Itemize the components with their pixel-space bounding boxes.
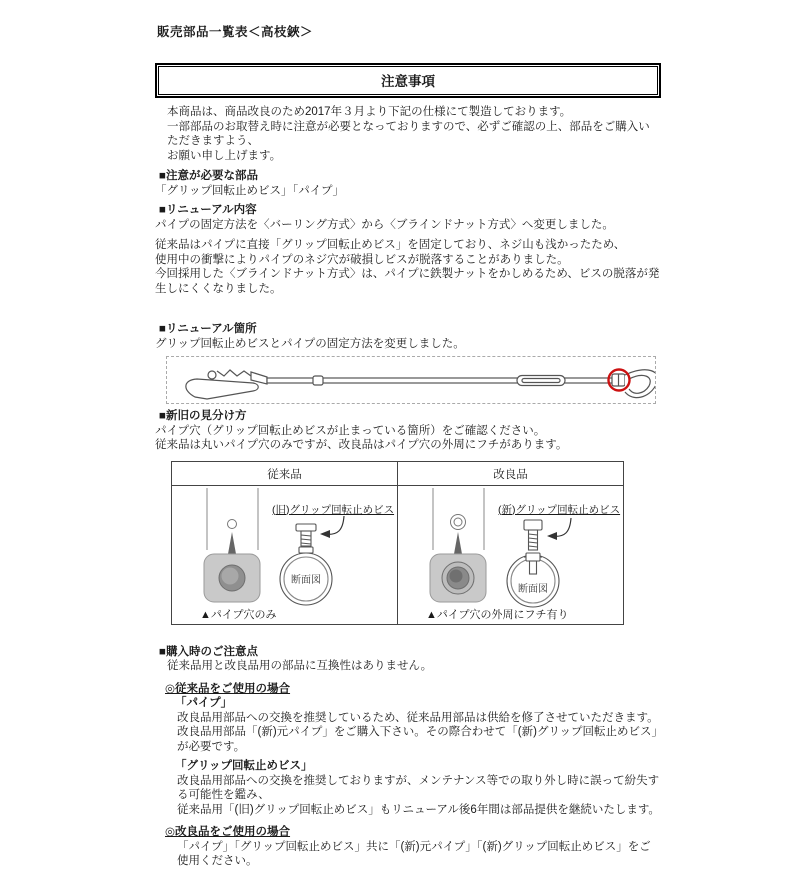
text-line: 従来品は丸いパイプ穴のみですが、改良品はパイプ穴の外周にフチがあります。: [155, 439, 568, 451]
pointer-spike: [228, 532, 236, 554]
comparison-table: [171, 461, 624, 625]
text-line: 改良品用部品「(新)元パイプ」をご購入下さい。その際合わせて「(新)グリップ回転止めビス」が必要です。: [177, 726, 658, 753]
section-heading: ◎従来品をご使用の場合: [165, 682, 291, 695]
section-purchase-caution: [155, 645, 661, 674]
column-header-old: 従来品: [267, 468, 302, 481]
notice-header-title: 注意事項: [158, 66, 658, 95]
intro-paragraph: [155, 105, 661, 163]
text-line: 改良品用部品への交換を推奨しているため、従来品用部品は供給を修了させていただきます。: [177, 711, 659, 724]
pruner-diagram-illustration: [167, 357, 655, 403]
new-caption: ▲パイプ穴の外周にフチ有り: [426, 608, 569, 621]
text-line: お願い申し上げます。: [167, 149, 282, 162]
pruner-pole: [267, 376, 613, 386]
document-page: [155, 22, 661, 869]
cross-section-label: 断面図: [518, 583, 548, 595]
pointer-spike: [454, 532, 462, 554]
notice-header-box: [155, 63, 661, 98]
section-improved-case: [155, 825, 661, 869]
section-heading: ■注意が必要な部品: [159, 170, 258, 182]
section-heading: ◎改良品をご使用の場合: [165, 826, 291, 838]
text-line: パイプの固定方法を〈バーリング方式〉から〈ブラインドナット方式〉へ変更しました。: [155, 218, 614, 231]
text-line: 「グリップ回転止めビス」「パイプ」: [155, 184, 344, 197]
section-renewal-content: [155, 203, 661, 296]
text-line: パイプ穴（グリップ回転止めビスが止まっている箇所）をご確認ください。: [155, 424, 546, 437]
text-line: 今回採用した〈ブラインドナット方式〉は、パイプに鉄製ナットをかしめるため、ビスの脱落が発生しにくくなりました。: [155, 268, 660, 295]
section-heading: ■リニューアル箇所: [159, 323, 257, 335]
old-caption: ▲パイプ穴のみ: [200, 608, 277, 621]
new-product-cell: [397, 486, 623, 624]
text-line: 一部部品のお取替え時に注意が必要となっておりますので、必ずご確認の上、部品をご購入いただきますよう、: [167, 120, 650, 147]
section-heading: ■リニューアル内容: [159, 204, 257, 216]
comparison-table-body: [172, 486, 623, 624]
old-screw-label: (旧)グリップ回転止めビス: [272, 503, 395, 516]
text-line: 「パイプ」「グリップ回転止めビス」共に「(新)元パイプ」「(新)グリップ回転止めビス」をご使用ください。: [177, 840, 651, 867]
section-heading: ■新旧の見分け方: [159, 410, 247, 422]
text-line: 従来品用と改良品用の部品に互換性はありません。: [167, 660, 433, 672]
section-renewal-location: [155, 322, 661, 351]
arrow-icon: [547, 518, 571, 540]
new-cross-section: [507, 553, 559, 607]
text-line: 改良品用部品への交換を推奨しておりますが、メンテナンス等での取り外し時に誤って紛失する可能性を鑑み、: [177, 774, 660, 801]
new-photo: [430, 554, 486, 602]
sub-heading: 「グリップ回転止めビス」: [175, 760, 313, 772]
cross-section-label: 断面図: [291, 574, 321, 586]
column-header-new: 改良品: [397, 462, 623, 485]
comparison-table-header: [172, 462, 623, 486]
section-conventional-case: [155, 682, 661, 818]
text-line: グリップ回転止めビスとパイプの固定方法を変更しました。: [155, 337, 465, 350]
pruner-cutting-head: [186, 370, 267, 399]
text-line: 従来品はパイプに直接「グリップ回転止めビス」を固定しており、ネジ山も浅かったため、: [155, 239, 626, 251]
page-title: 販売部品一覧表＜高枝鋏＞: [157, 25, 314, 39]
section-heading: ■購入時のご注意点: [159, 645, 258, 658]
old-product-cell: [172, 486, 397, 624]
text-line: 従来品用「(旧)グリップ回転止めビス」もリニューアル後6年間は部品提供を継続いたします。: [177, 803, 660, 816]
arrow-icon: [320, 516, 344, 538]
text-line: 使用中の衝撃によりパイプのネジ穴が破損しビスが脱落することがありました。: [155, 253, 569, 266]
pruner-diagram-box: [166, 356, 656, 404]
new-bolt-icon: [524, 520, 542, 550]
section-caution-parts: [155, 169, 661, 198]
text-line: 本商品は、商品改良のため2017年３月より下記の仕様にて製造しております。: [167, 106, 572, 118]
old-screw-icon: [296, 524, 316, 546]
new-screw-label: (新)グリップ回転止めビス: [498, 503, 621, 516]
section-identification: [155, 409, 661, 453]
old-photo: [204, 554, 260, 602]
sub-heading: 「パイプ」: [175, 697, 233, 709]
pruner-grip-section: [612, 370, 655, 398]
